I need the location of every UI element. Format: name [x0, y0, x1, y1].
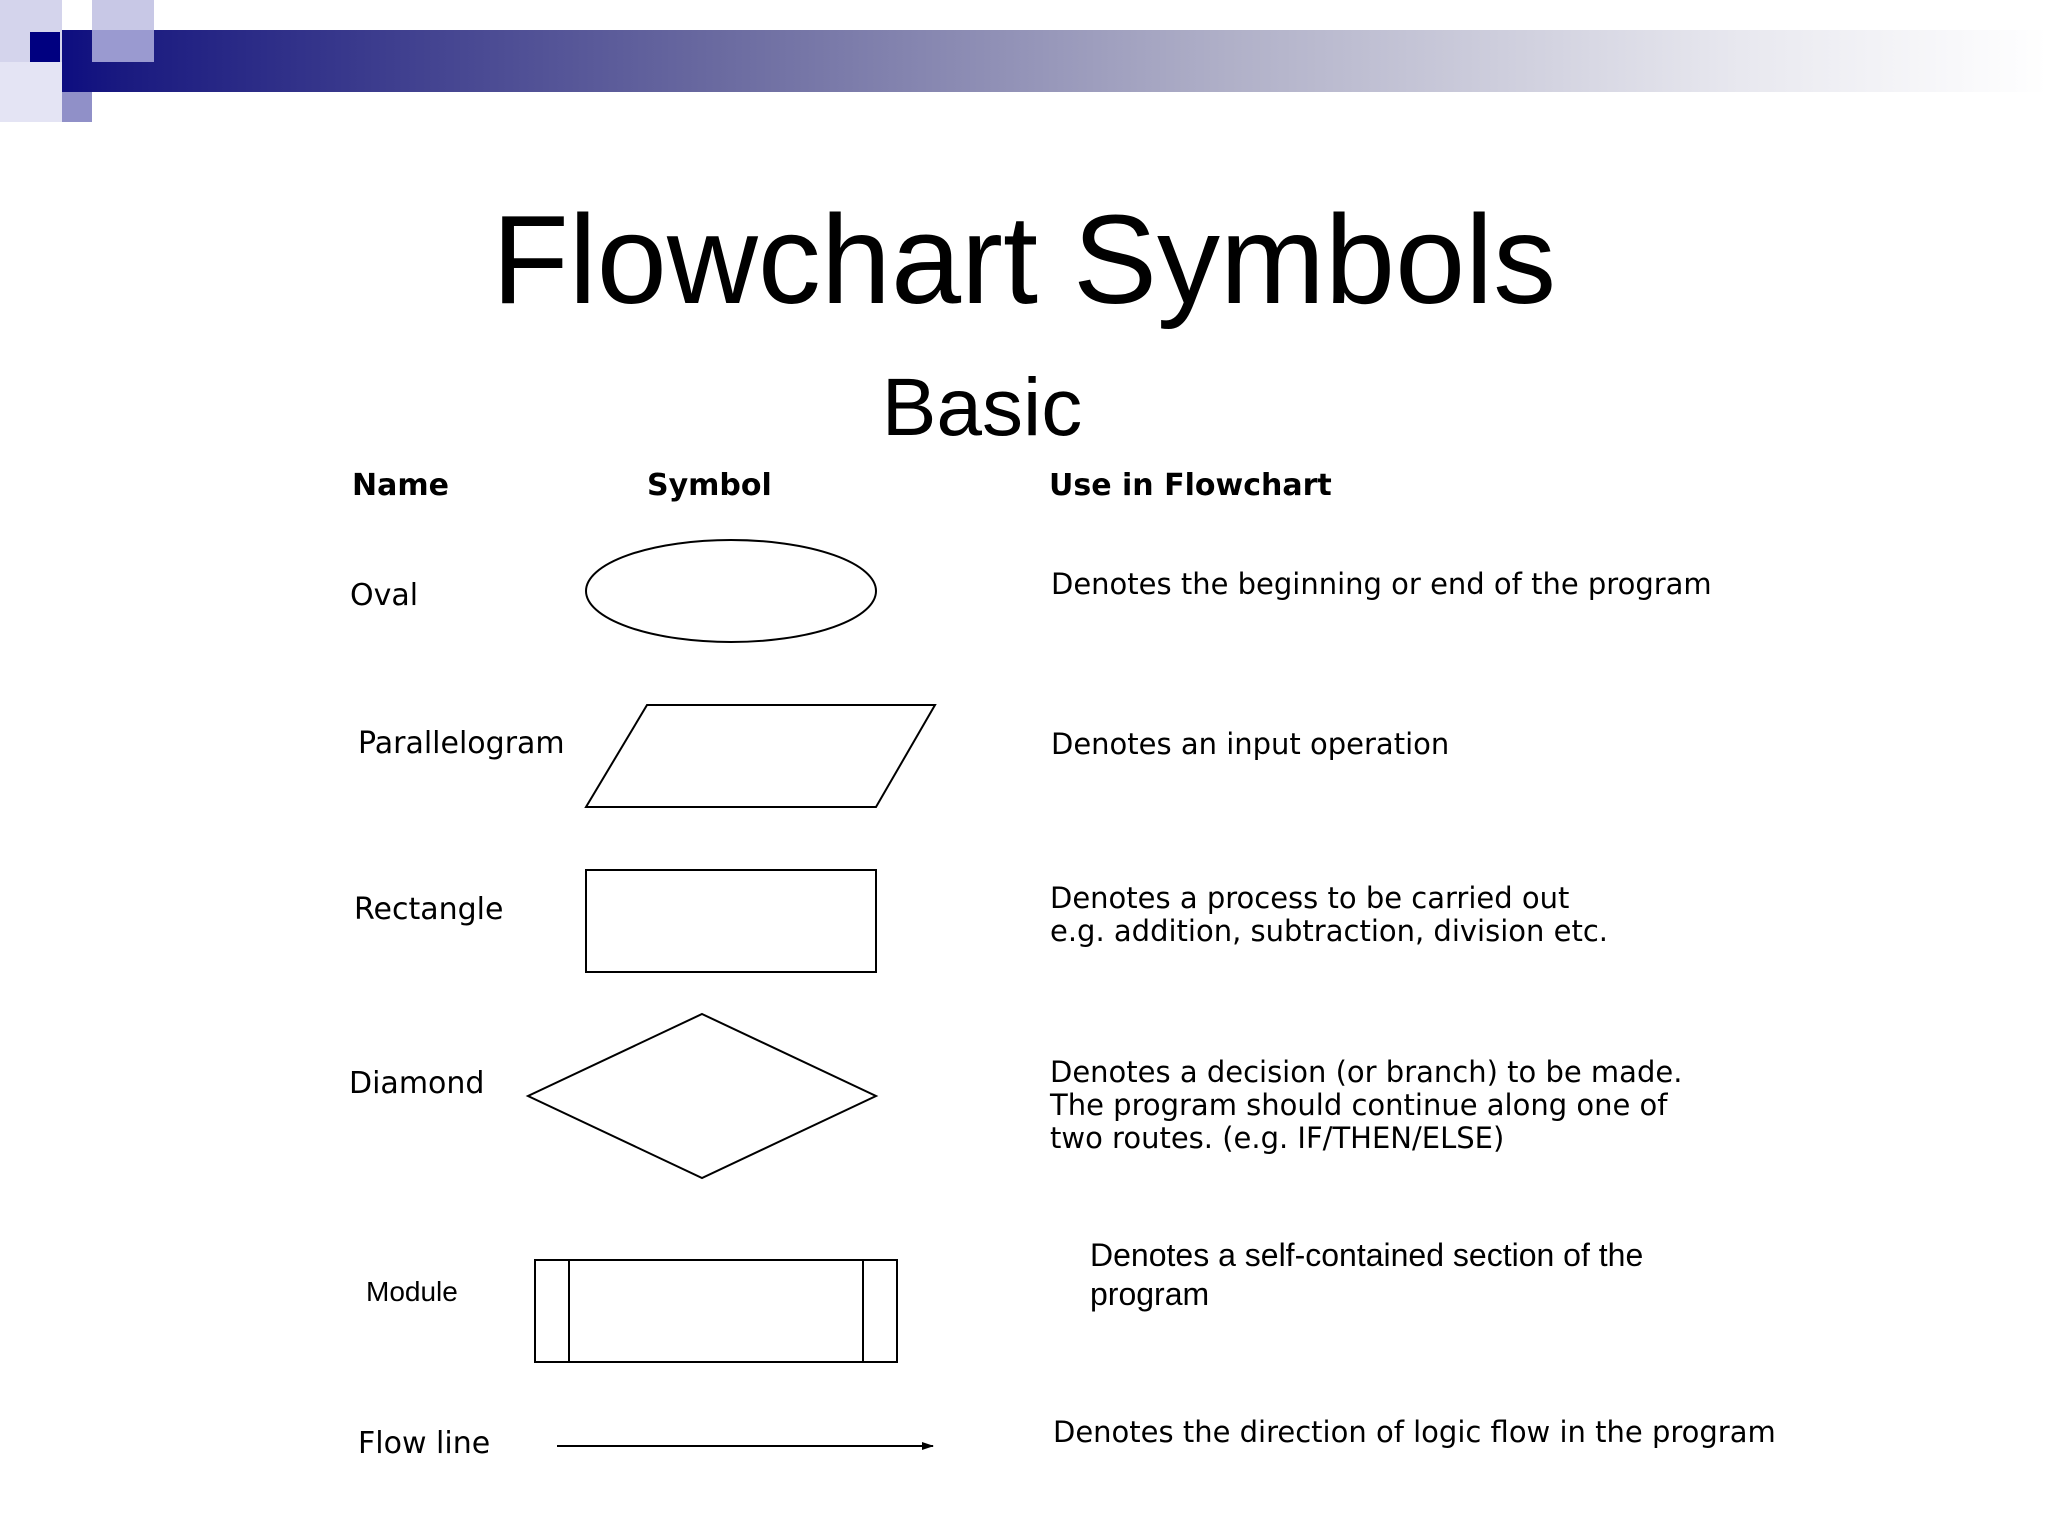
page-subtitle: Basic [881, 362, 1083, 453]
description-line: Denotes a process to be carried out [1050, 881, 1570, 915]
row-description-rectangle [1050, 882, 1608, 948]
column-header-use: Use in Flowchart [1049, 468, 1332, 503]
row-name-oval: Oval [350, 578, 419, 613]
row-name-diamond: Diamond [349, 1066, 485, 1101]
diamond-symbol [528, 1014, 876, 1178]
row-description-module [1090, 1236, 1643, 1314]
row-description-diamond [1050, 1056, 1682, 1155]
description-line: Denotes an input operation [1051, 727, 1450, 761]
column-header-symbol: Symbol [647, 468, 772, 503]
rectangle-symbol [586, 870, 876, 972]
row-name-module: Module [366, 1276, 458, 1307]
row-description-parallelogram [1051, 728, 1449, 761]
description-line: e.g. addition, subtraction, division etc. [1050, 914, 1608, 948]
parallelogram-symbol [586, 705, 935, 807]
description-line: two routes. (e.g. IF/THEN/ELSE) [1050, 1121, 1505, 1155]
row-name-flow-line: Flow line [358, 1426, 491, 1461]
description-line: Denotes a self-contained section of the [1090, 1237, 1644, 1273]
oval-symbol [586, 540, 876, 642]
module-symbol [535, 1260, 897, 1362]
description-line: Denotes a decision (or branch) to be made. [1050, 1055, 1683, 1089]
description-line: Denotes the beginning or end of the program [1051, 567, 1712, 601]
row-name-parallelogram: Parallelogram [358, 726, 565, 761]
row-description-oval [1051, 568, 1712, 601]
row-description-flow-line [1053, 1416, 1776, 1449]
description-line: program [1090, 1276, 1210, 1312]
description-line: Denotes the direction of logic flow in the program [1053, 1415, 1776, 1449]
column-header-name: Name [352, 468, 449, 503]
description-line: The program should continue along one of [1050, 1088, 1668, 1122]
row-name-rectangle: Rectangle [354, 892, 504, 927]
page-title: Flowchart Symbols [491, 189, 1557, 330]
